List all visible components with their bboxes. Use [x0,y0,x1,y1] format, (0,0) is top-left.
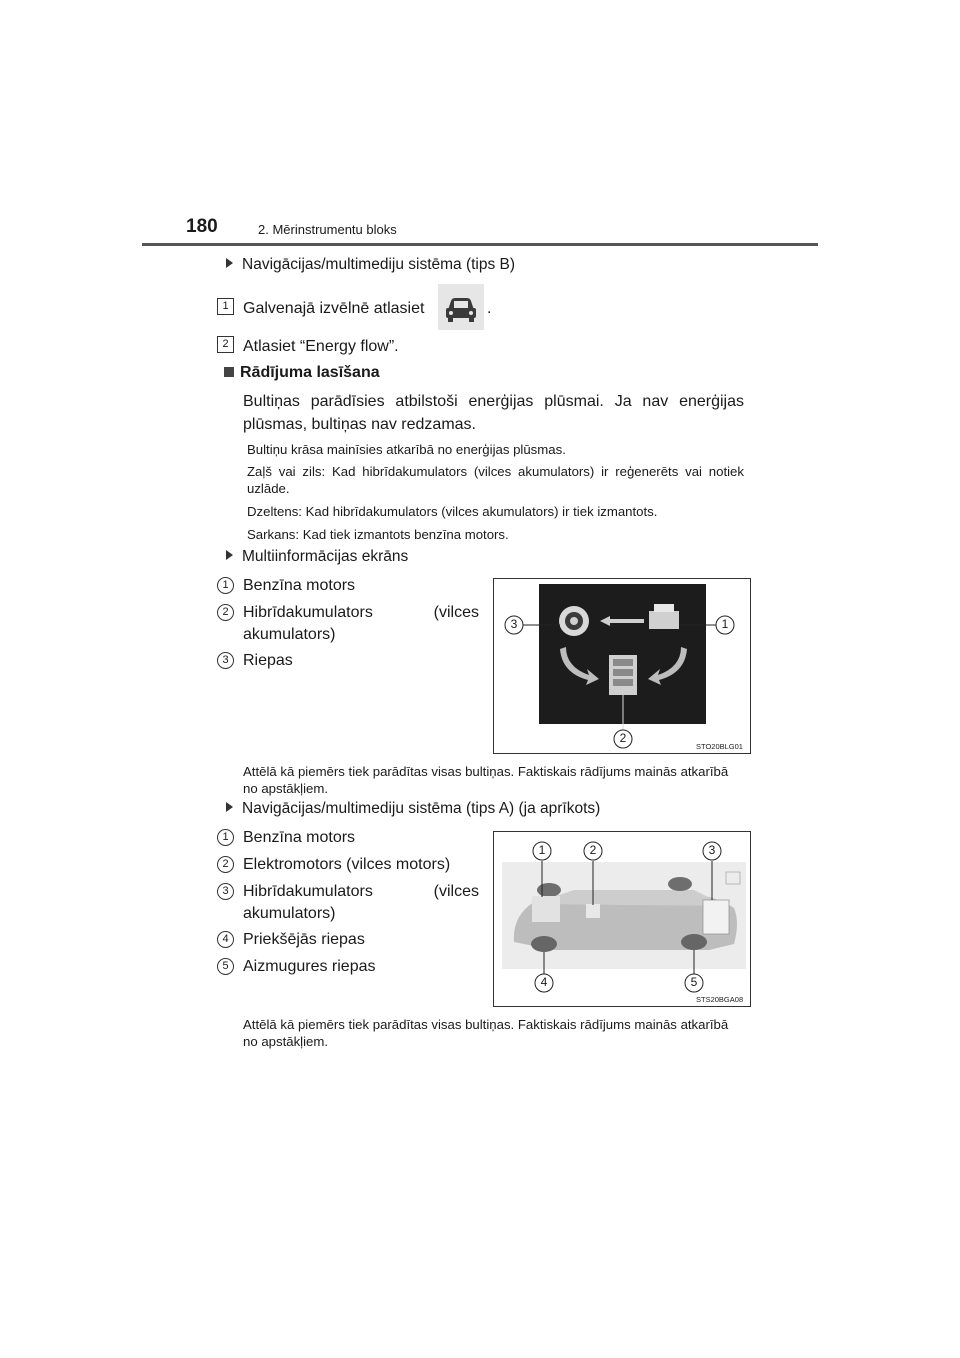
callout-2: 2 [619,731,627,745]
reading-title-text: Rādījuma lasīšana [240,364,380,381]
item-text: Aizmugures riepas [243,958,376,975]
item-text-cont: akumulators) [243,626,336,643]
step-1-label: Galvenajā izvēlnē atlasiet [243,300,425,317]
note-4: Sarkans: Kad tiek izmantots benzīna motors. [247,527,509,542]
reading-title [224,364,380,382]
item-text: Hibrīdakumulators (vilces [243,883,479,900]
callout-2: 2 [589,843,597,857]
item-number: 3 [217,883,234,900]
callout-1: 1 [721,617,729,631]
hybrid-system-figure [493,831,751,1007]
reading-paragraph: Bultiņas parādīsies atbilstoši enerģijas plūsmai. Ja nav enerģijas plūsmas, bultiņas nav redzamas. [243,393,744,433]
triangle-bullet-icon [226,550,233,560]
item-number: 1 [217,577,234,594]
item-text: Hibrīdakumulators (vilces [243,604,479,621]
figure-note: Attēlā kā piemērs tiek parādītas visas bultiņas. Faktiskais rādījums mainās atkarībā no apstākļiem. [243,764,729,796]
item-number: 3 [217,652,234,669]
callout-4: 4 [540,975,548,989]
step-1-text [243,300,424,318]
item-text: Benzīna motors [243,577,356,594]
item-text: Riepas [243,652,293,669]
note-2: Zaļš vai zils: Kad hibrīdakumulators (vilces akumulators) ir reģenerēts vai notiek uzlāde. [247,464,744,496]
heading-nav-b-text: Navigācijas/multimediju sistēma (tips B) [242,256,516,273]
step-2-text: Atlasiet “Energy flow”. [243,338,399,355]
item-number: 2 [217,856,234,873]
note-3: Dzeltens: Kad hibrīdakumulators (vilces akumulators) ir tiek izmantots. [247,504,658,519]
callout-3: 3 [510,617,518,631]
step-number-1: 1 [217,298,234,315]
step-number-2: 2 [217,336,234,353]
heading-multi-info-text: Multiinformācijas ekrāns [242,548,409,565]
triangle-bullet-icon [226,802,233,812]
figure-code: STS20BGA08 [696,995,744,1004]
item-text-cont: akumulators) [243,905,336,922]
item-number: 5 [217,958,234,975]
square-bullet-icon [224,367,234,377]
figure-code: STO20BLG01 [696,742,743,751]
note-1: Bultiņu krāsa mainīsies atkarībā no enerģijas plūsmas. [247,442,566,457]
step-1-end: . [487,300,492,317]
callout-3: 3 [708,843,716,857]
car-icon [438,284,484,330]
item-number: 1 [217,829,234,846]
heading-nav-a [226,800,600,818]
callout-5: 5 [690,975,698,989]
item-number: 2 [217,604,234,621]
heading-nav-b [226,256,515,274]
page-number: 180 [186,216,218,237]
figure-note: Attēlā kā piemērs tiek parādītas visas bultiņas. Faktiskais rādījums mainās atkarībā no apstākļiem. [243,1017,729,1049]
item-number: 4 [217,931,234,948]
item-text: Benzīna motors [243,829,356,846]
section-title: 2. Mērinstrumentu bloks [258,222,397,237]
header-rule [142,243,818,246]
heading-nav-a-text: Navigācijas/multimediju sistēma (tips A) (ja aprīkots) [242,800,601,817]
item-text: Elektromotors (vilces motors) [243,856,451,873]
item-text: Priekšējās riepas [243,931,365,948]
callout-1: 1 [538,843,546,857]
heading-multi-info [226,548,408,566]
triangle-bullet-icon [226,258,233,268]
energy-flow-figure [493,578,751,754]
